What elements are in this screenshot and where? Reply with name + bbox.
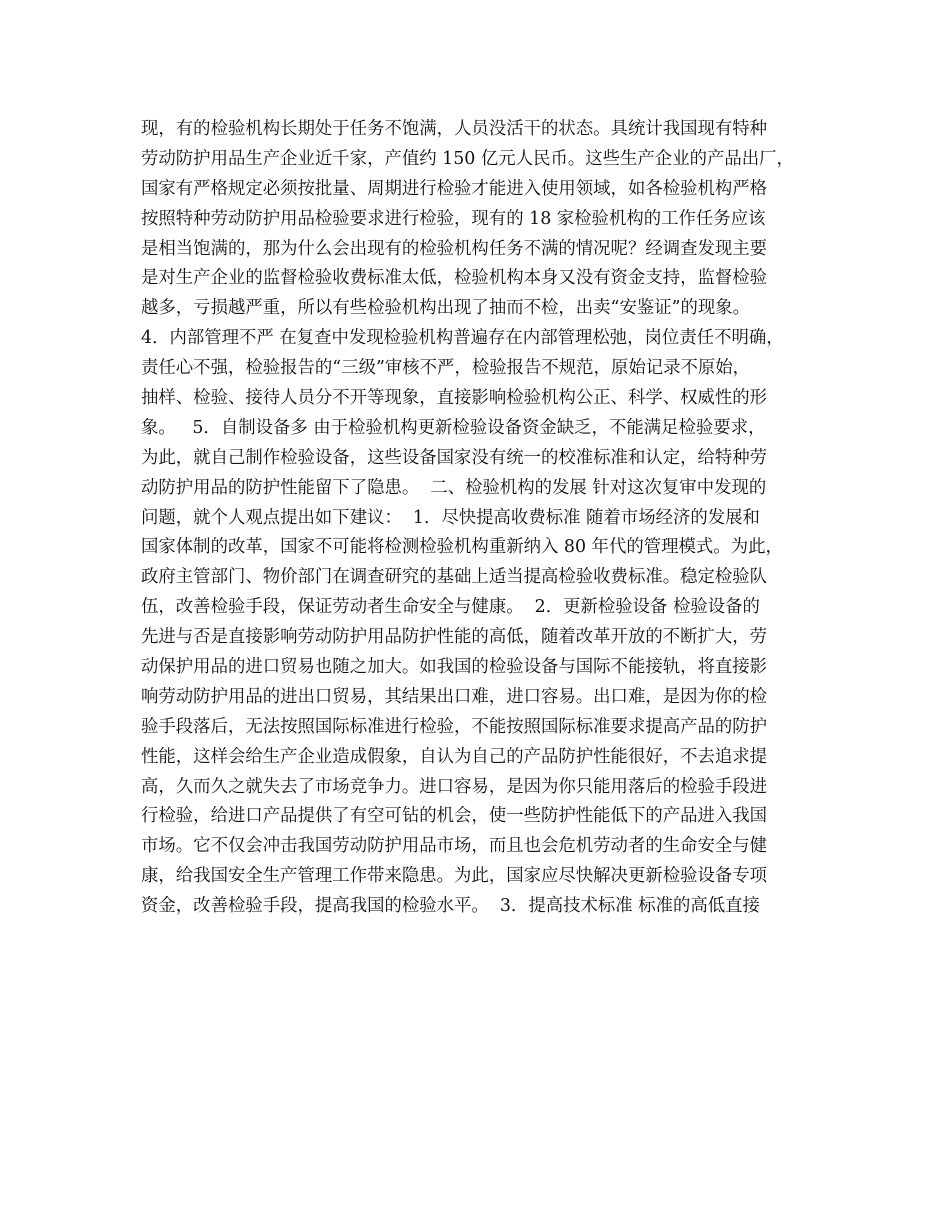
body-text bbox=[141, 115, 821, 922]
text-line: 现，有的检验机构长期处于任务不饱满，人员没活干的状态。具统计我国现有特种 bbox=[141, 119, 768, 139]
text-line: 劳动防护用品生产企业近千家，产值约 150 亿元人民币。这些生产企业的产品出厂， bbox=[141, 148, 794, 169]
text-line: 象。 5．自制设备多 由于检验机构更新检验设备资金缺乏，不能满足检验要求， bbox=[141, 417, 766, 438]
text-line: 动防护用品的防护性能留下了隐患。 二、检验机构的发展 针对这次复审中发现的 bbox=[141, 477, 767, 498]
text-line: 性能，这样会给生产企业造成假象，自认为自己的产品防护性能很好，不去追求提 bbox=[141, 746, 768, 767]
text-line: 抽样、检验、接待人员分不开等现象，直接影响检验机构公正、科学、权威性的形 bbox=[141, 388, 768, 409]
text-line: 政府主管部门、物价部门在调查研究的基础上适当提高检验收费标准。稳定检验队 bbox=[141, 567, 768, 588]
text-line: 是相当饱满的，那为什么会出现有的检验机构任务不满的情况呢？经调查发现主要 bbox=[141, 238, 768, 259]
text-line: 响劳动防护用品的进出口贸易，其结果出口难，进口容易。出口难，是因为你的检 bbox=[141, 686, 768, 707]
text-line: 国家体制的改革，国家不可能将检测检验机构重新纳入 80 年代的管理模式。为此， bbox=[141, 537, 783, 558]
text-line: 市场。它不仅会冲击我国劳动防护用品市场，而且也会危机劳动者的生命安全与健 bbox=[141, 836, 768, 857]
text-line: 责任心不强，检验报告的“三级”审核不严，检验报告不规范，原始记录不原始， bbox=[141, 358, 751, 379]
text-line: 4．内部管理不严 在复查中发现检验机构普遍存在内部管理松弛，岗位责任不明确， bbox=[141, 328, 784, 349]
text-line: 动保护用品的进口贸易也随之加大。如我国的检验设备与国际不能接轨，将直接影 bbox=[141, 657, 768, 678]
text-line: 先进与否是直接影响劳动防护用品防护性能的高低，随着改革开放的不断扩大，劳 bbox=[141, 627, 768, 648]
text-line: 高，久而久之就失去了市场竞争力。进口容易，是因为你只能用落后的检验手段进 bbox=[141, 776, 768, 797]
text-line: 资金，改善检验手段，提高我国的检验水平。 3．提高技术标准 标准的高低直接 bbox=[141, 896, 760, 917]
text-line: 问题，就个人观点提出如下建议： 1．尽快提高收费标准 随着市场经济的发展和 bbox=[141, 507, 760, 528]
text-line: 康，给我国安全生产管理工作带来隐患。为此，国家应尽快解决更新检验设备专项 bbox=[141, 866, 768, 887]
text-line: 国家有严格规定必须按批量、周期进行检验才能进入使用领域，如各检验机构严格 bbox=[141, 178, 768, 199]
text-line: 伍，改善检验手段，保证劳动者生命安全与健康。 2．更新检验设备 检验设备的 bbox=[141, 597, 760, 618]
text-line: 按照特种劳动防护用品检验要求进行检验，现有的 18 家检验机构的工作任务应该 bbox=[141, 208, 766, 229]
text-line: 越多，亏损越严重，所以有些检验机构出现了抽而不检，出卖“安鉴证”的现象。 bbox=[141, 298, 751, 319]
text-line: 验手段落后，无法按照国际标准进行检验，不能按照国际标准要求提高产品的防护 bbox=[141, 716, 768, 737]
text-line: 行检验，给进口产品提供了有空可钻的机会，使一些防护性能低下的产品进入我国 bbox=[141, 806, 768, 827]
text-line: 是对生产企业的监督检验收费标准太低，检验机构本身又没有资金支持，监督检验 bbox=[141, 268, 768, 289]
text-line: 为此，就自己制作检验设备，这些设备国家没有统一的校准标准和认定，给特种劳 bbox=[141, 447, 768, 468]
